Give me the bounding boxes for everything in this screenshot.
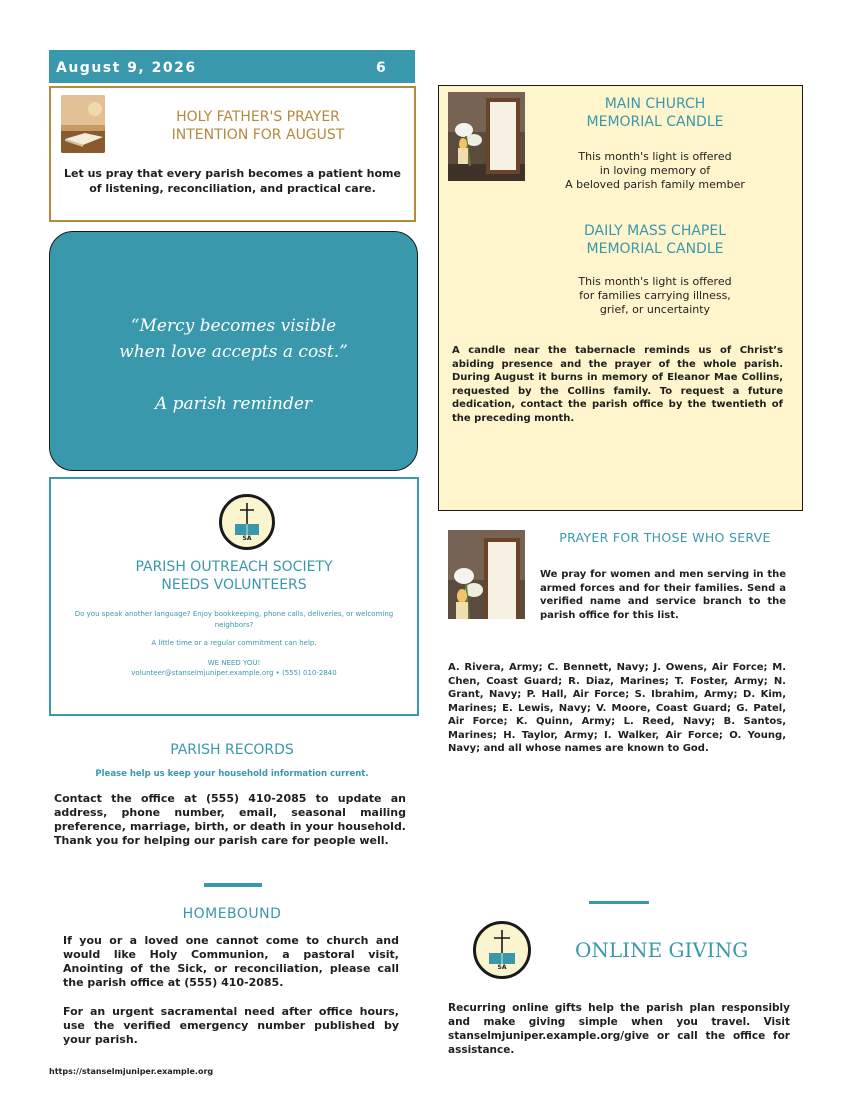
serve-title: PRAYER FOR THOSE WHO SERVE — [559, 530, 771, 545]
records-subtitle: Please help us keep your household information current. — [95, 769, 369, 779]
chapel-candle-title: DAILY MASS CHAPEL MEMORIAL CANDLE — [583, 223, 727, 257]
header-bar — [49, 50, 415, 83]
outreach-box — [49, 477, 419, 716]
outreach-contact: volunteer@stanselmjuniper.example.org • (555) 010-2840 — [131, 669, 337, 677]
prayer-book-image — [61, 95, 105, 153]
main-church-candle-text: This month's light is offered in loving memory of A beloved parish family member — [565, 150, 745, 191]
holy-father-text: Let us pray that every parish becomes a patient home of listening, reconciliation, and practical care. — [64, 167, 401, 195]
holy-father-title: HOLY FATHER'S PRAYER INTENTION FOR AUGUST — [171, 109, 345, 143]
homebound-title: HOMEBOUND — [182, 906, 282, 922]
quote-line-2: when love accepts a cost.” — [119, 342, 348, 362]
records-text: Contact the office at (555) 410-2085 to update an address, phone number, email, seasonal mailing preference, marriage, birth, or death in your household. Thank you for helping our parish care for people well. — [54, 792, 406, 847]
outreach-title: PARISH OUTREACH SOCIETY NEEDS VOLUNTEERS — [135, 559, 333, 593]
outreach-commitment: A little time or a regular commitment can help. — [151, 639, 317, 647]
main-church-candle-title: MAIN CHURCH MEMORIAL CANDLE — [586, 96, 724, 130]
quote-attribution: A parish reminder — [154, 394, 313, 414]
outreach-question: Do you speak another language? Enjoy bookkeeping, phone calls, deliveries, or welcoming neighbors? — [74, 610, 394, 629]
logo-letters: SA — [242, 535, 252, 542]
page-number: 6 — [376, 60, 388, 76]
homebound-text: If you or a loved one cannot come to church and would like Holy Communion, a pastoral visit, Anointing of the Sick, or reconciliation, please call the parish office at (555) 410-2085. — [63, 934, 399, 989]
section-divider — [589, 901, 649, 904]
issue-date: August 9, 2026 — [56, 60, 197, 76]
holy-father-intention-box — [49, 86, 416, 222]
homebound-urgent-text: For an urgent sacramental need after office hours, use the verified emergency number published by your parish. — [63, 1005, 399, 1046]
parish-logo — [219, 494, 275, 550]
serve-text: We pray for women and men serving in the armed forces and for their families. Send a verified name and service branch to the parish office for this list. — [540, 569, 786, 621]
quote-line-1: “Mercy becomes visible — [130, 316, 337, 336]
parish-logo — [473, 921, 531, 979]
candle-image — [448, 92, 525, 181]
memorial-body: A candle near the tabernacle reminds us of Christ’s abiding presence and the prayer of the whole parish. During August it burns in memory of Eleanor Mae Collins, requested by the Collins family. To request a future dedication, contact the parish office by the twentieth of the preceding month. — [452, 345, 783, 424]
logo-letters: SA — [497, 964, 507, 971]
quote-block — [49, 231, 418, 471]
memorial-candle-box — [438, 85, 803, 511]
outreach-call: WE NEED YOU! — [207, 659, 261, 667]
chapel-candle-text: This month's light is offered for families carrying illness, grief, or uncertainty — [578, 275, 732, 316]
giving-text: Recurring online gifts help the parish plan responsibly and make giving simple when you travel. Visit stanselmjuniper.example.org/give or call the office for assistance. — [448, 1002, 790, 1056]
footer-url: https://stanselmjuniper.example.org — [49, 1067, 214, 1076]
giving-title: ONLINE GIVING — [575, 938, 749, 962]
records-title: PARISH RECORDS — [170, 742, 294, 758]
section-divider — [204, 883, 262, 887]
serve-names-list: A. Rivera, Army; C. Bennett, Navy; J. Owens, Air Force; M. Chen, Coast Guard; R. Diaz, Marines; T. Foster, Army; N. Grant, Navy; P. Hall, Air Force; S. Ibrahim, Army; D. Kim, Marines; E. Lewis, Navy; V. Moore, Coast Guard; G. Patel, Air Force; K. Quinn, Army; L. Reed, Navy; B. Santos, Marines; H. Taylor, Army; I. Walker, Air Force; O. Young, Navy; and all whose names are known to God. — [448, 662, 786, 754]
candle-image — [448, 530, 525, 619]
